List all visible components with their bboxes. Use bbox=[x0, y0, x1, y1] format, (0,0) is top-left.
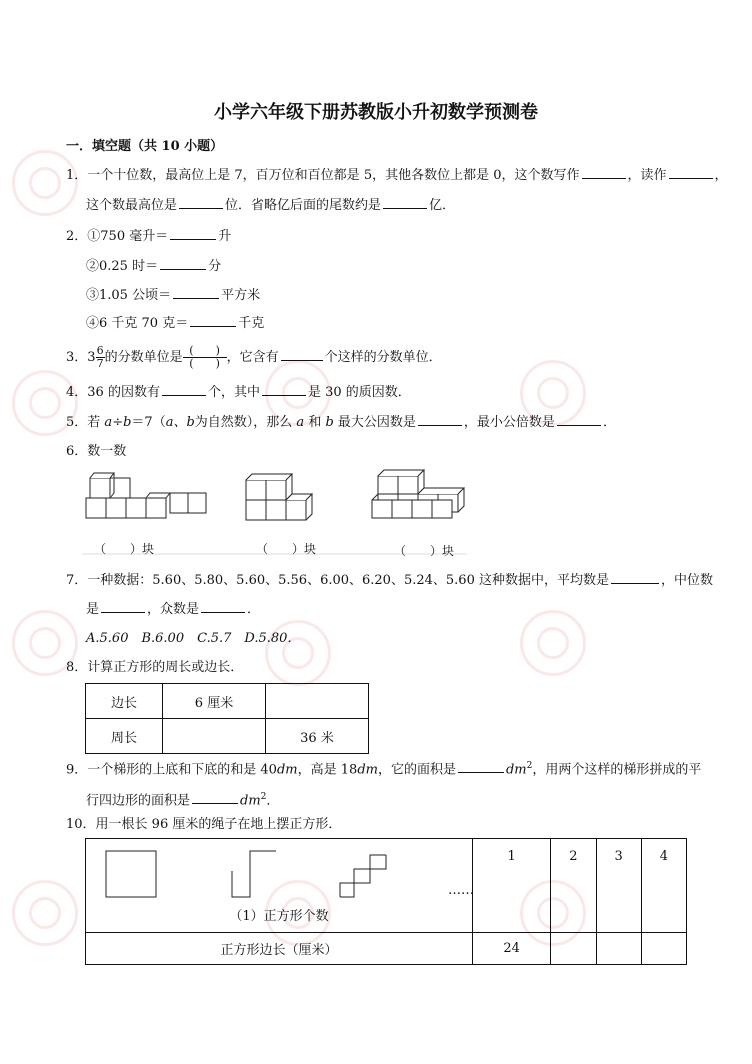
answer-blank[interactable] bbox=[201, 600, 245, 613]
answer-blank[interactable] bbox=[170, 227, 216, 240]
fraction-blank[interactable]: $\frac{( )}{( )}$ bbox=[183, 345, 227, 370]
count-caption: （ ）块 bbox=[94, 542, 155, 556]
answer-blank[interactable] bbox=[262, 383, 306, 396]
question-7: 7．一种数据：5.60、5.80、5.60、5.56、6.00、6.20、5.24、5.60 这种数据中，平均数是 ，中位数 bbox=[66, 573, 713, 588]
answer-blank[interactable] bbox=[179, 196, 223, 209]
question-6: 6．数一数 bbox=[66, 444, 127, 459]
mixed-fraction: $\frac{6}{7}$ bbox=[96, 344, 104, 370]
question-5: 5．若 a÷b＝7（a、b为自然数），那么 a 和 b 最大公因数是 ，最小公倍数是 ． bbox=[66, 415, 616, 430]
answer-blank[interactable] bbox=[162, 383, 206, 396]
question-10: 10．用一根长 96 厘米的绳子在地上摆正方形． bbox=[66, 817, 342, 832]
count-caption: （ ）块 bbox=[394, 544, 455, 558]
answer-blank[interactable] bbox=[190, 314, 236, 327]
question-4: 4．36 的因数有 个，其中 是 30 的质因数． bbox=[66, 385, 411, 400]
answer-blank[interactable] bbox=[582, 166, 626, 179]
watermark-logo bbox=[12, 880, 78, 946]
question-9: 9．一个梯形的上底和下底的和是 40dm，高是 18dm，它的面积是 $dm^2$，用两个这样的梯形拼成的平 bbox=[66, 761, 702, 778]
square-pattern-figure bbox=[104, 849, 464, 909]
square-pattern-table: …… （1）正方形个数 1 2 3 4 正方形边长（厘米） 24 bbox=[85, 838, 687, 965]
question-2: 2．①750 毫升＝ 升 bbox=[66, 229, 232, 244]
answer-blank[interactable] bbox=[192, 791, 238, 804]
question-8: 8．计算正方形的周长或边长． bbox=[66, 660, 244, 675]
answer-cell[interactable] bbox=[641, 933, 686, 965]
answer-blank[interactable] bbox=[458, 760, 504, 773]
answer-blank[interactable] bbox=[418, 413, 462, 426]
answer-blank[interactable] bbox=[557, 413, 601, 426]
question-1: 1．一个十位数，最高位上是 7，百万位和百位都是 5，其他各数位上都是 0，这个数写作 ，读作 ， bbox=[66, 168, 728, 183]
watermark-logo bbox=[520, 610, 586, 676]
answer-blank[interactable] bbox=[160, 257, 206, 270]
section-heading: 一．填空题（共 10 小题） bbox=[66, 139, 224, 154]
answer-cell[interactable] bbox=[266, 684, 369, 719]
page-title: 小学六年级下册苏教版小升初数学预测卷 bbox=[214, 102, 538, 123]
answer-options: A.5.60 B.6.00 C.5.7 D.5.80． bbox=[86, 631, 301, 646]
square-table: 边长 6 厘米 周长 36 米 bbox=[85, 683, 369, 754]
answer-blank[interactable] bbox=[173, 286, 219, 299]
answer-blank[interactable] bbox=[669, 166, 713, 179]
answer-cell[interactable] bbox=[163, 719, 266, 754]
answer-blank[interactable] bbox=[281, 348, 323, 361]
answer-blank[interactable] bbox=[383, 196, 427, 209]
question-3: 3．3 $\frac{6}{7}$ 的分数单位是 $\frac{( )}{( )}$ ，它含有 个这样的分数单位． bbox=[66, 344, 442, 370]
answer-cell[interactable] bbox=[596, 933, 641, 965]
answer-blank[interactable] bbox=[101, 600, 145, 613]
answer-blank[interactable] bbox=[611, 571, 659, 584]
answer-cell[interactable] bbox=[551, 933, 596, 965]
count-caption: （ ）块 bbox=[256, 542, 317, 556]
